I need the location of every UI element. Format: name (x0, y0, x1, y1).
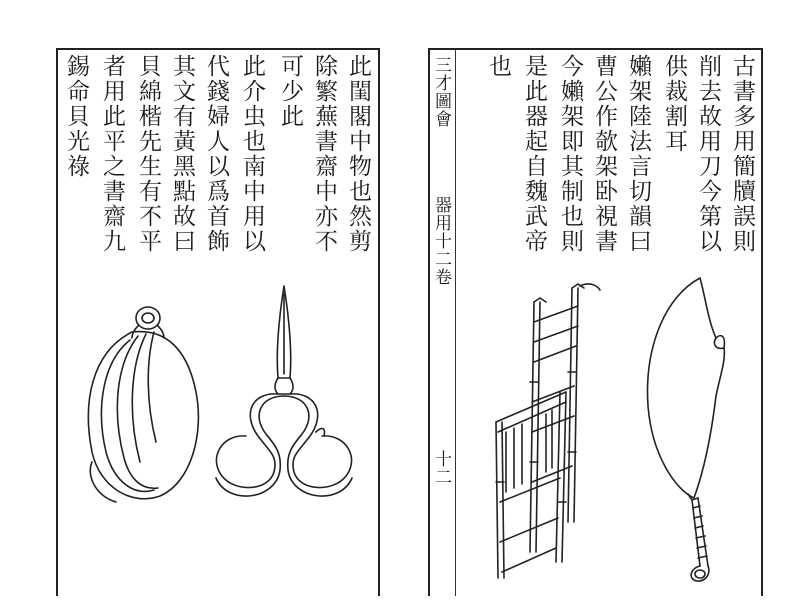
text-column: 錫命貝光祿 (63, 54, 89, 179)
text-column: 古書多用簡牘誤則 (729, 54, 755, 254)
section-title: 器用十二卷 (431, 196, 451, 286)
text-column: 削去故用刀今第以 (695, 54, 721, 254)
page-margin-strip (428, 48, 456, 596)
paper-knife-illustration (636, 276, 746, 586)
text-column: 除繁蕪書齋中亦不 (311, 54, 337, 254)
text-column: 貝綿楷先生有不平 (135, 54, 161, 254)
book-title: 三才圖會 (431, 56, 451, 128)
text-column: 嬾架陸法言切韻曰 (625, 54, 651, 254)
text-column: 今嬾架即其制也則 (557, 54, 583, 254)
text-column: 者用此平之書齋九 (99, 54, 125, 254)
text-column: 是此器起自魏武帝 (521, 54, 547, 254)
book-rest-illustration (476, 282, 616, 582)
text-column: 代錢婦人以爲首飾 (203, 54, 229, 254)
text-column: 其文有黃黑點故曰 (169, 54, 195, 254)
scissors-illustration (212, 284, 362, 534)
text-column: 可少此 (277, 54, 303, 129)
text-column: 供裁割耳 (661, 54, 687, 154)
text-column: 也 (485, 54, 511, 79)
page-number: 十二 (431, 450, 451, 486)
text-column: 曹公作欹架卧視書 (591, 54, 617, 254)
text-column: 此介虫也南中用以 (239, 54, 265, 254)
shell-illustration (72, 292, 212, 512)
text-column: 此閨閣中物也然剪 (345, 54, 371, 254)
